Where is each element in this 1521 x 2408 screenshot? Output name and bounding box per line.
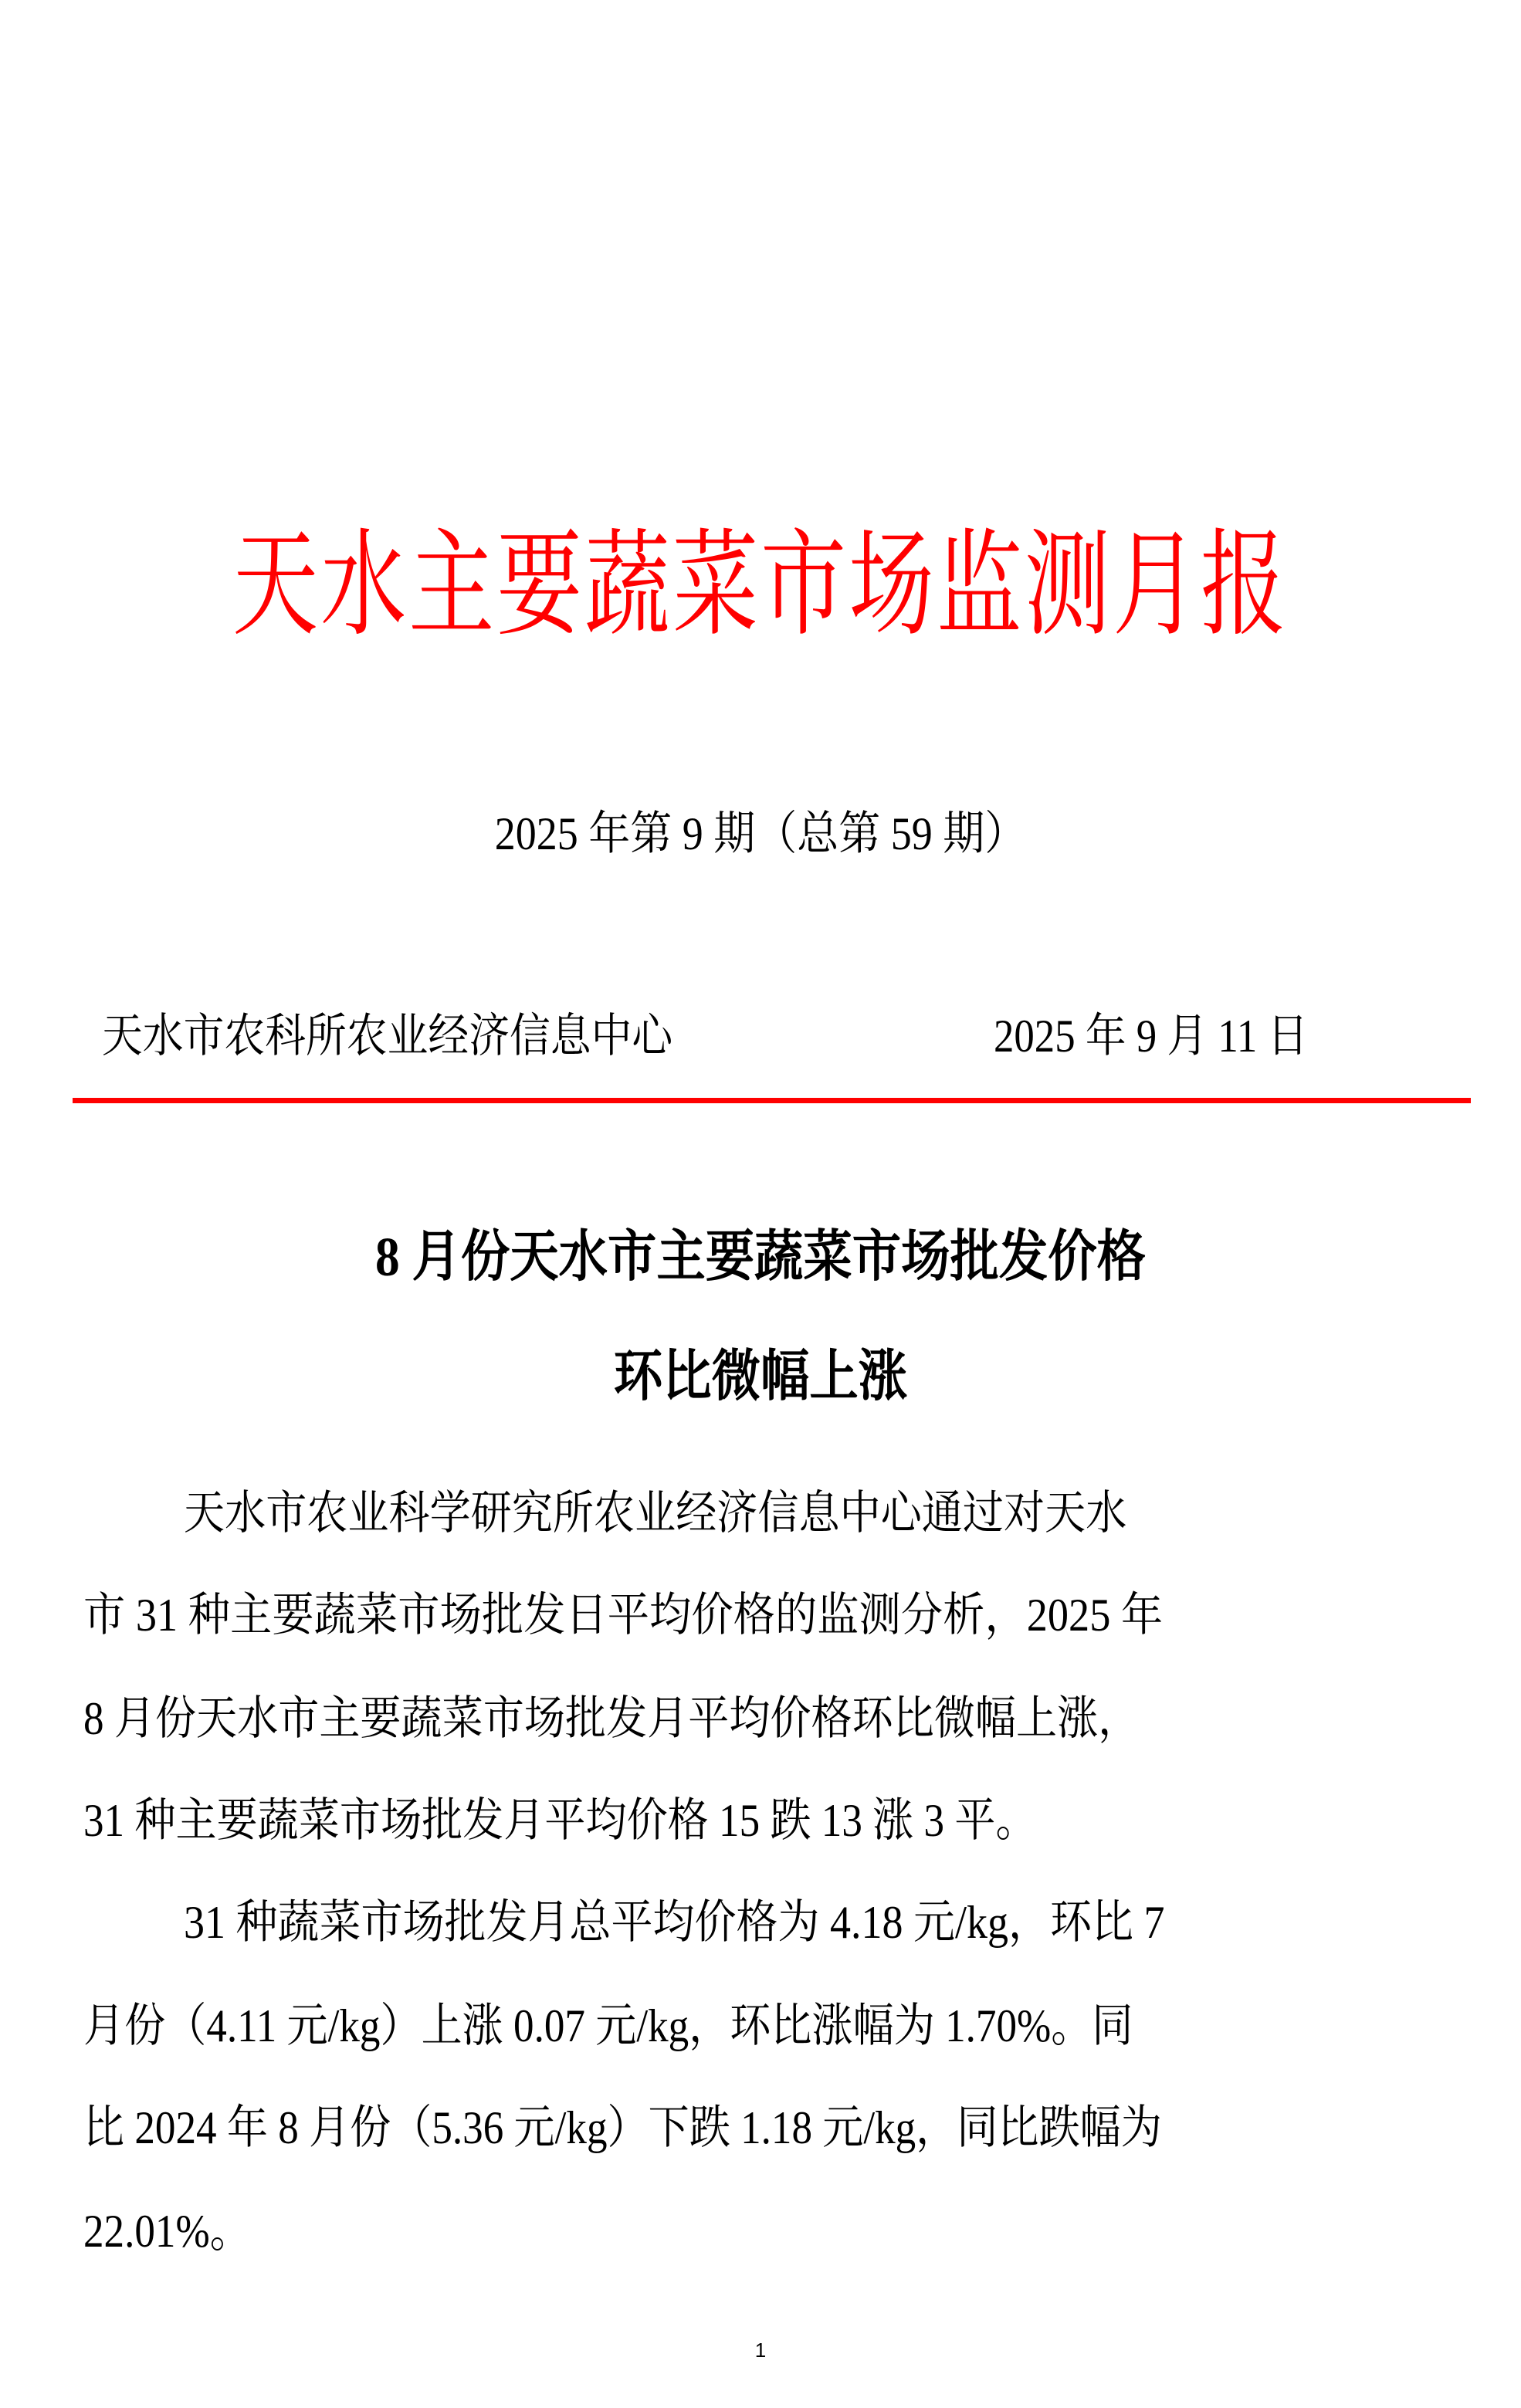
paragraph-line: 31 种蔬菜市场批发月总平均价格为 4.18 元/kg，环比 7 <box>184 1897 1165 1948</box>
masthead-divider <box>73 1098 1471 1103</box>
paragraph-line: 31 种主要蔬菜市场批发月平均价格 15 跌 13 涨 3 平。 <box>83 1795 1037 1846</box>
paragraph-line: 8 月份天水市主要蔬菜市场批发月平均价格环比微幅上涨， <box>83 1693 1140 1744</box>
publisher-organization: 天水市农科所农业经济信息中心 <box>102 1011 673 1062</box>
page-number: 1 <box>754 2339 767 2362</box>
paragraph-line: 比 2024 年 8 月份（5.36 元/kg）下跌 1.18 元/kg，同比跌幅为 <box>83 2102 1162 2153</box>
publish-date: 2025 年 9 月 11 日 <box>994 1011 1309 1062</box>
paragraph-line: 市 31 种主要蔬菜市场批发日平均价格的监测分析，2025 年 <box>83 1590 1164 1641</box>
issue-number: 2025 年第 9 期（总第 59 期） <box>494 808 1027 859</box>
article-headline-line-2: 环比微幅上涨 <box>613 1346 908 1407</box>
paragraph-line: 月份（4.11 元/kg）上涨 0.07 元/kg，环比涨幅为 1.70%。同 <box>83 2000 1133 2051</box>
paragraph-line: 22.01%。 <box>83 2206 251 2257</box>
masthead-title: 天水主要蔬菜市场监测月报 <box>232 518 1289 652</box>
paragraph-line: 天水市农业科学研究所农业经济信息中心通过对天水 <box>184 1488 1127 1539</box>
article-headline-line-1: 8 月份天水市主要蔬菜市场批发价格 <box>375 1226 1146 1288</box>
